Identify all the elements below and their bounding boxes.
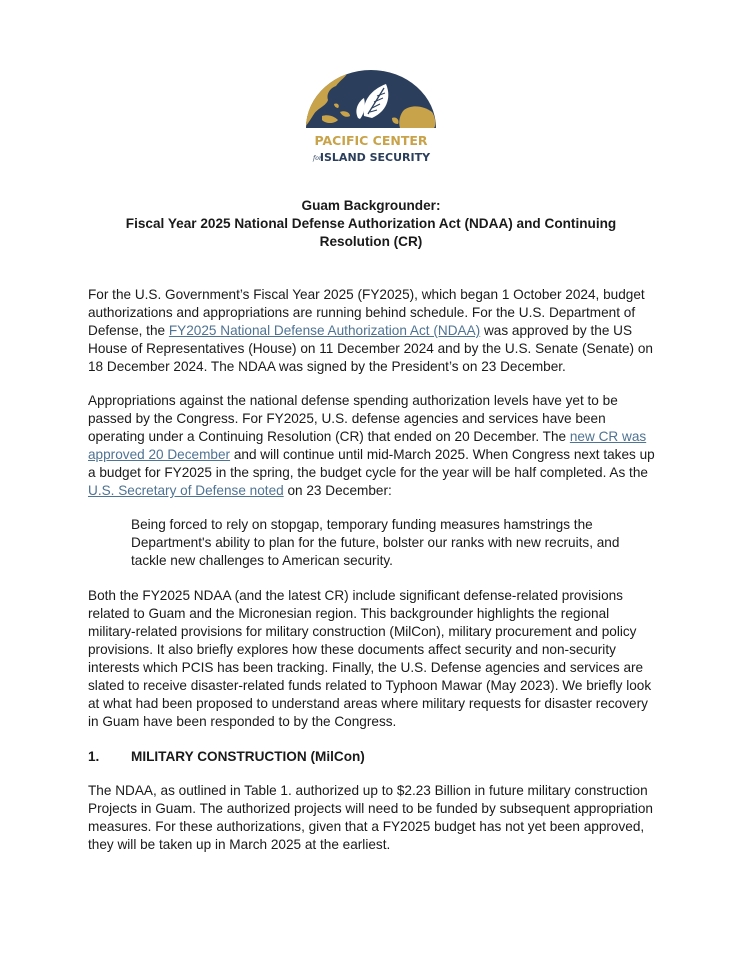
section-number: 1.	[88, 749, 100, 764]
para1-text2: was approved by the US House of Representatives (House) on 11 December 2024 and by the U.S. Senate (Senate) on 18 December 2024. The NDAA was signed by the President’s on 23 December.	[88, 323, 653, 374]
title-line1: Guam Backgrounder:	[301, 198, 441, 213]
section-title: MILITARY CONSTRUCTION (MilCon)	[131, 749, 365, 764]
logo-line2: ISLAND SECURITY	[319, 151, 431, 164]
title-line3: Resolution (CR)	[319, 234, 423, 249]
para2-text2: and will continue until mid-March 2025. When Congress next takes up a budget for FY2025 in the spring, the budget cycle for the year will be half completed. As the	[88, 447, 655, 480]
paragraph-appropriations	[88, 392, 658, 500]
para2-text1: Appropriations against the national defense spending authorization levels have yet to be passed by the Congress. For FY2025, U.S. defense agencies and services have been operating under a Continuing Resolution (CR) that ended on 20 December. The	[88, 393, 618, 444]
document-title	[88, 197, 654, 251]
logo-line2-prefix: for	[313, 155, 322, 162]
section-heading-milcon	[88, 748, 365, 766]
para2-text3: on 23 December:	[283, 483, 392, 498]
block-quote: Being forced to rely on stopgap, temporary funding measures hamstrings the Department's ability to plan for the future, bolster our ranks with new recruits, and tackle new challenges to American security.	[131, 517, 620, 568]
paragraph-milcon-authorization: The NDAA, as outlined in Table 1. authorized up to $2.23 Billion in future military construction Projects in Guam. The authorized projects will need to be funded by subsequent appropriation measures. For these authorizations, given that a FY2025 budget has not yet been approved, they will be taken up in March 2025 at the earliest.	[88, 783, 653, 852]
title-line2: Fiscal Year 2025 National Defense Authorization Act (NDAA) and Continuing	[125, 216, 617, 231]
paragraph-fy2025-intro	[88, 286, 658, 376]
logo-line1: PACIFIC CENTER	[314, 133, 428, 148]
ndaa-link[interactable]: FY2025 National Defense Authorization Act (NDAA)	[168, 323, 481, 338]
para1-text1: For the U.S. Government’s Fiscal Year 2025 (FY2025), which began 1 October 2024, budget authorizations and appropriations are running behind schedule. For the U.S. Department of Defense, the	[88, 287, 645, 338]
pcis-logo	[304, 68, 438, 168]
paragraph-backgrounder-scope: Both the FY2025 NDAA (and the latest CR) include significant defense-related provisions related to Guam and the Micronesian region. This backgrounder highlights the regional military-related provisions for military construction (MilCon), military procurement and policy provisions. It also briefly explores how these documents affect security and non-security interests which PCIS has been tracking. Finally, the U.S. Defense agencies and services are slated to receive disaster-related funds related to Typhoon Mawar (May 2023). We briefly look at what had been proposed to understand areas where military requests for disaster recovery in Guam have been responded to by the Congress.	[88, 588, 652, 729]
new-cr-link[interactable]: new CR was approved 20 December	[88, 429, 647, 462]
secdef-link[interactable]: U.S. Secretary of Defense noted	[88, 483, 284, 498]
